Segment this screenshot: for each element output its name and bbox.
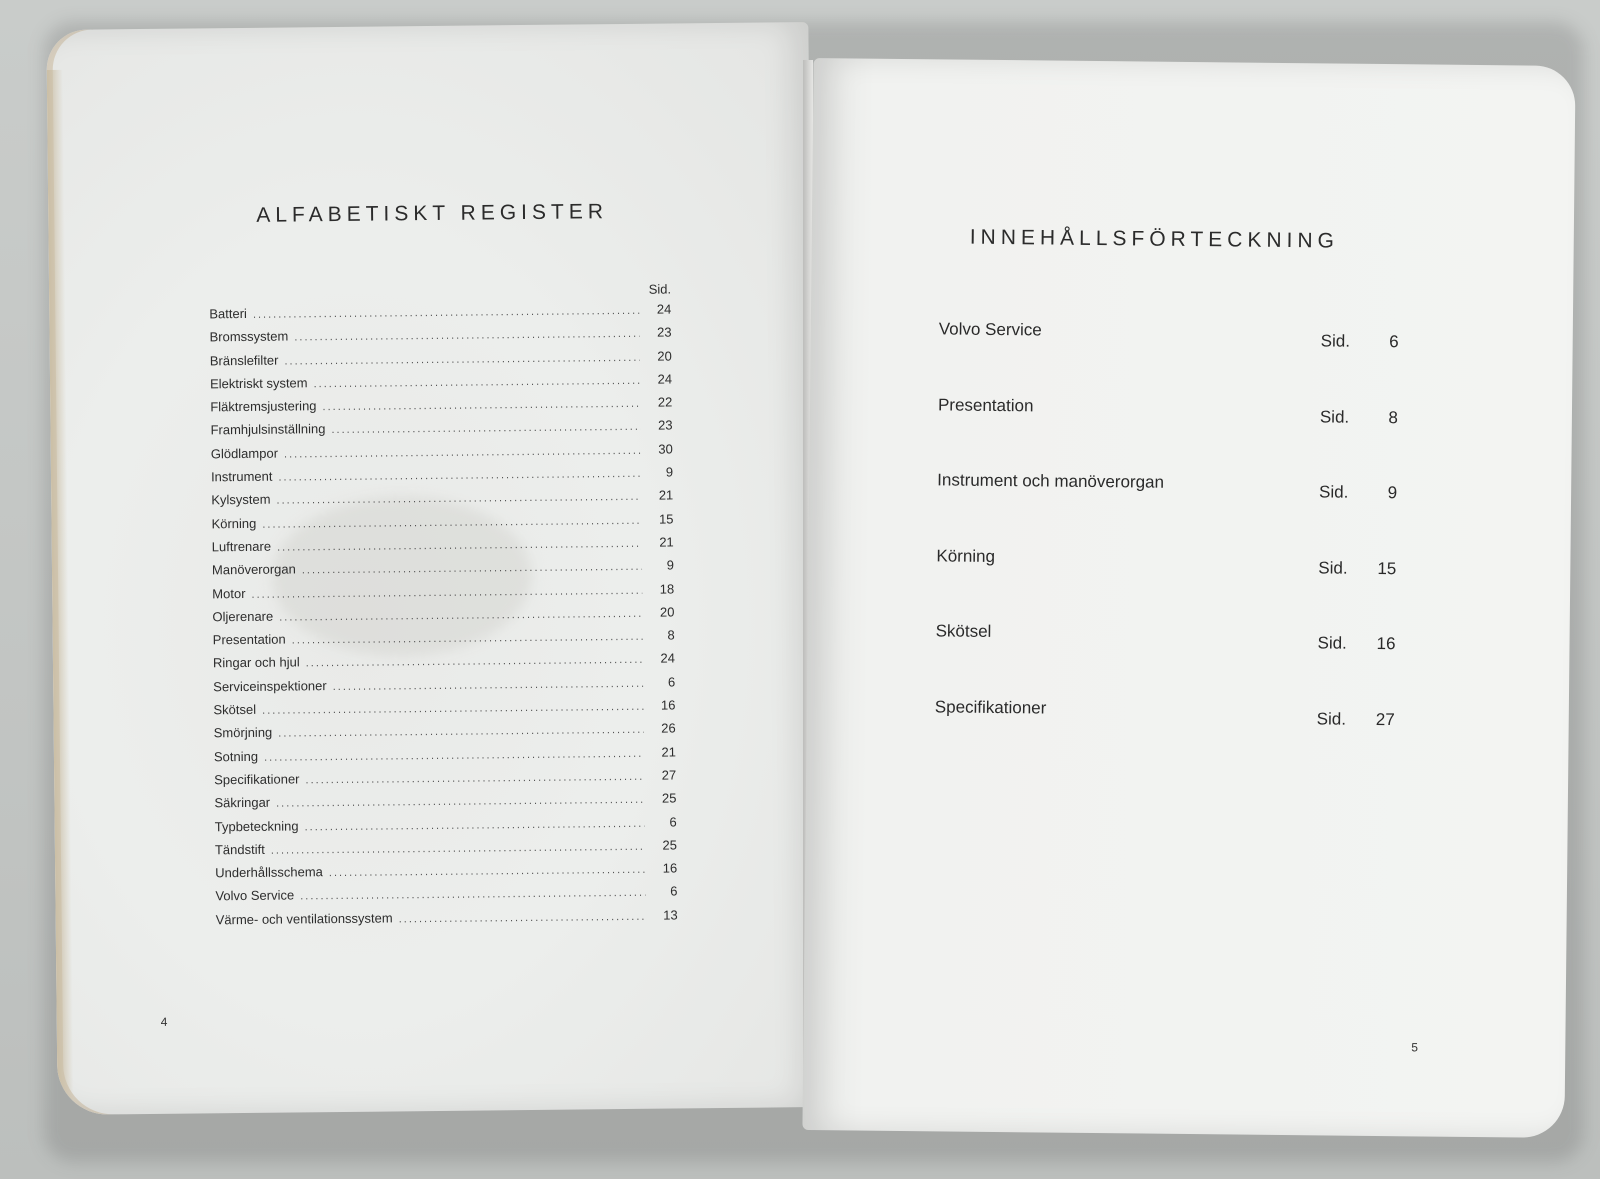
index-entry-label: Ringar och hjul (212, 654, 300, 671)
index-entry-page: 25 (662, 837, 677, 853)
index-entry (213, 670, 675, 698)
index-entry-label: Underhållsschema (215, 864, 323, 881)
toc-entry-page: 15 (1377, 558, 1397, 578)
index-entry-page: 9 (666, 557, 675, 573)
toc-entry-sid: Sid. (1318, 557, 1348, 578)
index-entry-label: Manöverorgan (211, 561, 296, 578)
index-entry (210, 344, 672, 372)
toc-entry-page: 16 (1376, 633, 1396, 654)
index-entry-page: 9 (665, 464, 674, 480)
index-entry (209, 297, 671, 325)
index-entry-page: 13 (663, 907, 678, 923)
index-entry-label: Kylsystem (211, 492, 271, 508)
dot-leader (329, 859, 646, 886)
index-entry-page: 25 (661, 790, 677, 806)
index-entry (215, 880, 677, 908)
index-entry-label: Framhjulsinställning (210, 421, 326, 438)
index-entry-label: Specifikationer (214, 771, 300, 788)
index-entry-page: 16 (660, 697, 676, 713)
index-entry (212, 554, 674, 582)
index-entry-page: 15 (658, 511, 674, 527)
toc-entry-page: 9 (1387, 483, 1398, 503)
index-entry-page: 27 (661, 767, 677, 783)
index-entry (214, 763, 676, 791)
index-entry (213, 624, 675, 652)
toc-entry-sid: Sid. (1319, 406, 1350, 427)
index-title: ALFABETISKT REGISTER (256, 200, 609, 227)
alphabetical-index (209, 281, 678, 931)
toc-entry-page: 6 (1389, 332, 1399, 352)
toc-entry-page: 27 (1375, 709, 1395, 729)
index-entry-page: 21 (658, 487, 674, 504)
index-entry-page: 18 (659, 581, 675, 597)
index-entry (214, 787, 676, 815)
page-number: 5 (1411, 1040, 1419, 1055)
index-entry-label: Oljerenare (212, 608, 274, 625)
dot-leader (306, 649, 644, 676)
toc-entry-label: Specifikationer (934, 696, 1047, 718)
index-entry-page: 23 (657, 417, 673, 434)
index-entry-label: Värme- och ventilationssystem (215, 910, 393, 928)
index-entry-page: 24 (656, 301, 672, 317)
page-number: 4 (160, 1014, 168, 1029)
toc-entry-label: Volvo Service (938, 319, 1042, 340)
index-entry (212, 577, 674, 605)
index-entry (213, 694, 675, 722)
index-entry-label: Skötsel (213, 701, 257, 718)
index-entry-page: 22 (657, 394, 673, 410)
toc-entry-sid: Sid. (1320, 331, 1351, 351)
toc-entry-label: Instrument och manöverorgan (937, 470, 1165, 492)
toc-entry (937, 470, 1398, 550)
index-entry-page: 8 (667, 627, 675, 643)
index-entry-page: 6 (667, 674, 676, 690)
toc-entry-page: 8 (1388, 407, 1399, 427)
index-entry-page: 26 (661, 720, 676, 736)
toc-entry (936, 546, 1397, 626)
index-entry-label: Sotning (213, 748, 259, 764)
index-entry-page: 6 (670, 883, 678, 899)
table-of-contents (934, 319, 1399, 777)
toc-entry-sid: Sid. (1316, 708, 1347, 729)
toc-entry (935, 621, 1396, 701)
index-entry-label: Bränslefilter (209, 352, 279, 368)
toc-entry-sid: Sid. (1317, 633, 1347, 653)
index-entry-page: 21 (661, 744, 677, 760)
index-entry-label: Tändstift (214, 841, 265, 858)
index-entry-label: Volvo Service (215, 887, 295, 904)
dot-leader (313, 370, 640, 397)
dot-leader (333, 673, 644, 700)
index-entry-label: Serviceinspektioner (213, 677, 327, 695)
index-entry-page: 20 (657, 348, 672, 364)
index-entry-page: 30 (658, 441, 673, 457)
index-entry (213, 647, 675, 675)
contents-title: INNEHÅLLSFÖRTECKNING (969, 225, 1340, 253)
index-entry (216, 903, 678, 931)
index-entry-page: 21 (659, 534, 674, 550)
index-entry-page: 20 (659, 604, 675, 620)
index-entry (210, 367, 672, 395)
right-page (802, 58, 1575, 1138)
index-rows (209, 297, 678, 931)
index-entry-label: Instrument (210, 468, 273, 485)
index-entry-label: Smörjning (213, 725, 273, 741)
index-entry (215, 810, 677, 838)
index-entry-label: Presentation (212, 631, 286, 648)
index-entry (211, 461, 673, 489)
index-entry-label: Batteri (209, 305, 247, 322)
index-entry-label: Typbeteckning (214, 817, 299, 834)
index-entry-page: 24 (657, 371, 673, 387)
dot-leader (399, 906, 646, 932)
toc-entry-label: Skötsel (935, 621, 992, 641)
left-page (46, 22, 819, 1115)
toc-entry-label: Presentation (937, 394, 1034, 415)
dot-leader (331, 416, 640, 443)
toc-entry (934, 697, 1395, 777)
index-entry (209, 321, 671, 349)
index-entry-label: Elektriskt system (209, 375, 308, 392)
index-entry-page: 24 (660, 650, 676, 667)
toc-entry (938, 319, 1399, 399)
index-entry-label: Fläktremsjustering (210, 398, 317, 415)
index-entry-label: Körning (211, 515, 257, 531)
index-entry-page: 6 (669, 813, 677, 830)
index-entry (215, 857, 677, 885)
index-entry (210, 391, 672, 419)
toc-entry-label: Körning (936, 545, 996, 566)
index-entry-label: Motor (212, 585, 246, 601)
dot-leader (305, 766, 644, 793)
toc-entry (937, 395, 1398, 475)
index-entry-page: 16 (662, 860, 678, 876)
index-entry-label: Luftrenare (211, 538, 272, 555)
index-entry-label: Bromssystem (209, 328, 289, 345)
dot-leader (322, 393, 640, 420)
index-entry-label: Glödlampor (210, 445, 279, 462)
toc-entry-sid: Sid. (1319, 482, 1349, 502)
index-entry (211, 437, 673, 465)
index-entry (215, 833, 677, 861)
index-entry (210, 414, 672, 442)
index-sid-header: Sid. (648, 281, 672, 297)
index-entry-label: Säkringar (214, 794, 271, 811)
index-entry-page: 23 (656, 324, 672, 340)
